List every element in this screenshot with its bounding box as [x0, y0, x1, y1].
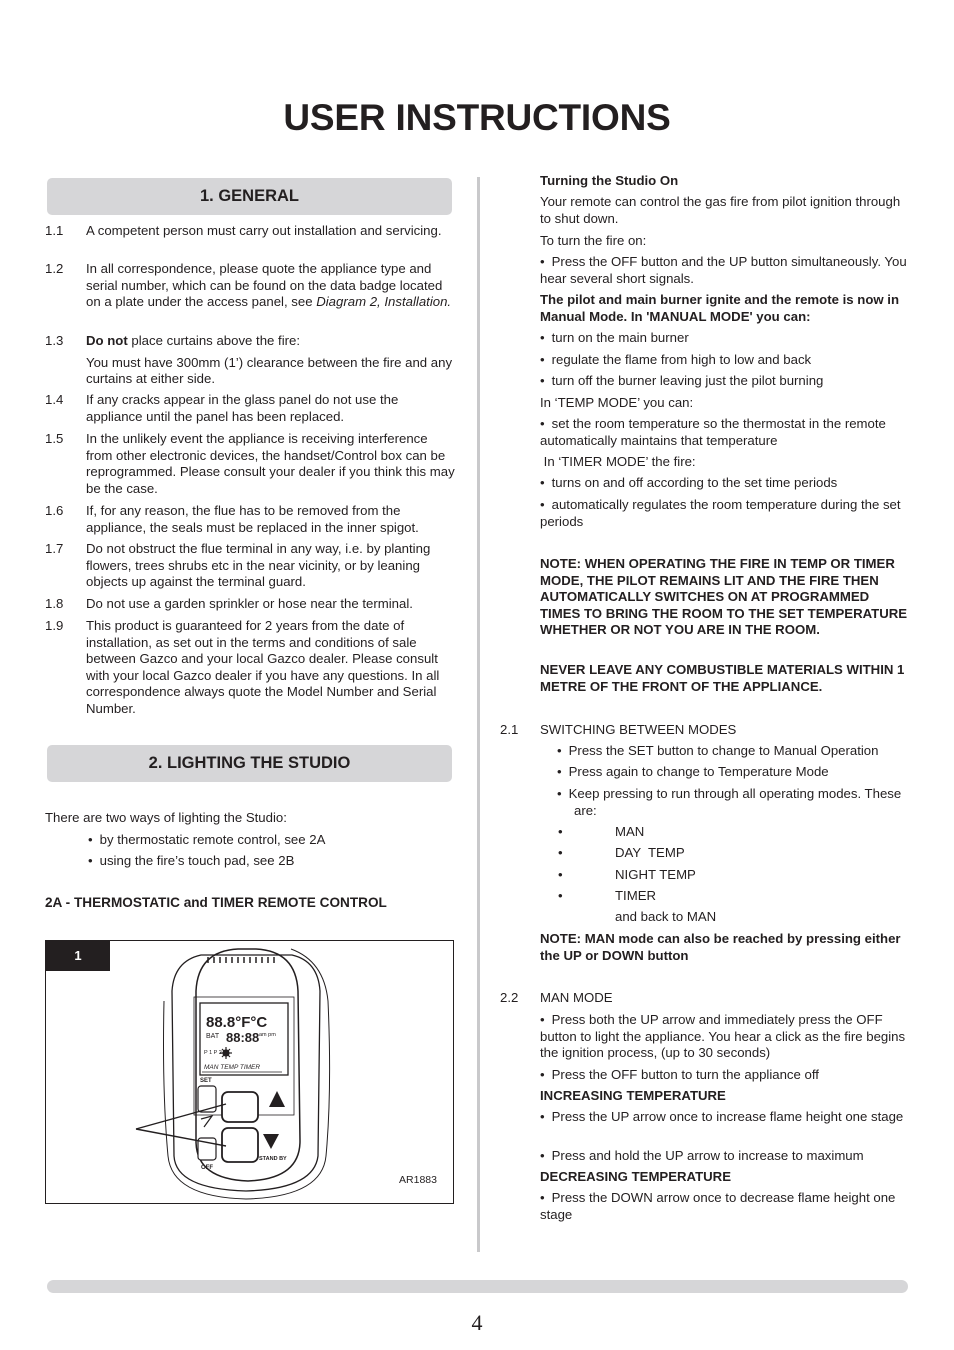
- turning-on-heading: Turning the Studio On: [540, 173, 679, 188]
- list-item: • Press the OFF button to turn the appliance off: [540, 1067, 910, 1084]
- list-item: • Press and hold the UP arrow to increase to maximum: [540, 1148, 910, 1165]
- item-number: 1.6: [45, 503, 64, 518]
- item-text: If any cracks appear in the glass panel do not use the appliance until the panel has been replaced.: [86, 392, 399, 424]
- page-title: USER INSTRUCTIONS: [283, 97, 671, 138]
- warning-note: NOTE: WHEN OPERATING THE FIRE IN TEMP OR TIMER MODE, THE PILOT REMAINS LIT AND THE FIRE THEN AUTOMATICALLY SWITCHES ON AT PROGRAMMED TIMES TO BRING THE ROOM TO THE SET TEMPERATURE WHETHER OR NOT YOU ARE IN THE ROOM.: [540, 556, 908, 638]
- list-item: • Press again to change to Temperature Mode: [540, 764, 910, 781]
- section-heading-man-mode: MAN MODE: [540, 990, 613, 1005]
- section-heading-general: [47, 178, 452, 215]
- section-number: 2.2: [500, 990, 519, 1005]
- list-item: • Press the DOWN arrow once to decrease flame height one stage: [540, 1190, 910, 1223]
- item-number: 1.3: [45, 333, 64, 348]
- lcd-temperature: 88.8°F°C: [206, 1014, 268, 1031]
- lcd-time: 88:88: [226, 1030, 260, 1045]
- set-label: SET: [200, 1078, 212, 1084]
- item-text: In all correspondence, please quote the appliance type and serial number, which can be found on the data badge located on a plate under the access panel, see Diagram 2, Installation.: [86, 261, 452, 310]
- list-item: • Press both the UP arrow and immediately press the OFF button to light the appliance. You hear a click as the fire begins the ignition process, (up to 30 seconds): [540, 1012, 910, 1062]
- item-text: Do not use a garden sprinkler or hose near the terminal.: [86, 596, 413, 611]
- item-text: This product is guaranteed for 2 years from the date of installation, as set out in the terms and conditions of sale between Gazco and your local Gazco dealer. Please consult with your local Gazco dealer if you have any questions. In all correspondence always quote the Model Number and Serial Number.: [86, 618, 440, 716]
- list-item: [45, 223, 455, 240]
- section-number: 2.1: [500, 722, 519, 737]
- list-item: • using the fire’s touch pad, see 2B: [88, 853, 294, 870]
- decreasing-heading: DECREASING TEMPERATURE: [540, 1169, 731, 1184]
- item-text: If, for any reason, the flue has to be removed from the appliance, the seals must be replaced in the inner spigot.: [86, 503, 419, 535]
- section-heading-label: 2. LIGHTING THE STUDIO: [148, 754, 351, 773]
- paragraph: Your remote can control the gas fire from pilot ignition through to shut down.: [540, 194, 901, 226]
- item-number: 1.8: [45, 596, 64, 611]
- paragraph: To turn the fire on:: [540, 233, 647, 248]
- figure-number-badge: 1: [46, 941, 110, 971]
- list-item: [45, 618, 455, 718]
- item-text: Do not obstruct the flue terminal in any way, i.e. by planting flowers, trees shrubs etc in the near vicinity, or by leaning objects up against the terminal guard.: [86, 541, 431, 590]
- list-item: • regulate the flame from high to low and back: [540, 352, 910, 369]
- footer-bar: [47, 1280, 908, 1293]
- item-number: 1.4: [45, 392, 64, 407]
- item-number: 1.7: [45, 541, 64, 556]
- list-item: [45, 261, 455, 311]
- figure-remote-control: [45, 940, 454, 1204]
- list-item: • set the room temperature so the thermostat in the remote automatically maintains that temperature: [540, 416, 910, 449]
- figure-code: AR1883: [399, 1174, 437, 1187]
- column-divider: [477, 177, 480, 1252]
- down-button: [222, 1128, 258, 1162]
- up-button: [222, 1092, 258, 1122]
- paragraph: In ‘TIMER MODE’ the fire:: [540, 454, 696, 469]
- list-item: • Keep pressing to run through all operating modes. These are:: [557, 786, 907, 819]
- item-number: 1.2: [45, 261, 64, 276]
- warning-note: NEVER LEAVE ANY COMBUSTIBLE MATERIALS WITHIN 1 METRE OF THE FRONT OF THE APPLIANCE.: [540, 662, 905, 694]
- mode-note: NOTE: MAN mode can also be reached by pressing either the UP or DOWN button: [540, 931, 901, 963]
- list-item: [45, 431, 455, 497]
- item-number: 1.5: [45, 431, 64, 446]
- list-item: [45, 333, 455, 388]
- diagram-reference: Diagram 2, Installation.: [316, 294, 452, 310]
- section-heading-lighting: [47, 745, 452, 782]
- page-number: 4: [471, 1310, 483, 1335]
- lcd-battery: BAT: [206, 1033, 220, 1040]
- list-item: • by thermostatic remote control, see 2A: [88, 832, 325, 849]
- modes-end: and back to MAN: [615, 909, 717, 924]
- item-number: 1.1: [45, 223, 64, 238]
- off-label: OFF: [201, 1165, 213, 1171]
- list-item: • Press the UP arrow once to increase flame height one stage: [540, 1109, 910, 1126]
- list-item: • Press the SET button to change to Manual Operation: [540, 743, 910, 760]
- item-text: In the unlikely event the appliance is receiving interference from other electronic devices, the handset/Control box can be reprogrammed. Please consult your dealer if you think this may be the case.: [86, 431, 455, 496]
- item-text: Do not place curtains above the fire:: [86, 333, 301, 348]
- paragraph: In ‘TEMP MODE’ you can:: [540, 395, 694, 410]
- list-item: • automatically regulates the room temperature during the set periods: [540, 497, 910, 530]
- item-text: A competent person must carry out installation and servicing.: [86, 223, 442, 238]
- list-item: • Press the OFF button and the UP button simultaneously. You hear several short signals.: [540, 254, 910, 287]
- list-item: [45, 541, 455, 591]
- increasing-heading: INCREASING TEMPERATURE: [540, 1088, 726, 1103]
- list-item: • turn on the main burner: [540, 330, 910, 347]
- list-item: [45, 392, 455, 425]
- section-heading-label: 1. GENERAL: [199, 187, 300, 206]
- section-intro: There are two ways of lighting the Studio:: [45, 810, 287, 825]
- lcd-periods: P 1 P 2: [204, 1050, 222, 1056]
- manual-mode-note: The pilot and main burner ignite and the remote is now in Manual Mode. In 'MANUAL MODE' you can:: [540, 292, 900, 324]
- list-item: [45, 503, 455, 536]
- lcd-modes: MAN TEMP TIMER: [204, 1064, 261, 1071]
- remote-control-illustration: [46, 941, 452, 1203]
- subheading-2a: 2A - THERMOSTATIC and TIMER REMOTE CONTROL: [45, 895, 387, 910]
- item-subtext: You must have 300mm (1’) clearance between the fire and any curtains at either side.: [86, 354, 453, 387]
- list-item: • turn off the burner leaving just the pilot burning: [540, 373, 910, 390]
- standby-label: STAND BY: [259, 1156, 287, 1162]
- list-item: [45, 596, 455, 613]
- list-item: • turns on and off according to the set time periods: [540, 475, 910, 492]
- section-heading-switching: SWITCHING BETWEEN MODES: [540, 722, 737, 737]
- lcd-ampm: am pm: [259, 1032, 276, 1038]
- item-number: 1.9: [45, 618, 64, 633]
